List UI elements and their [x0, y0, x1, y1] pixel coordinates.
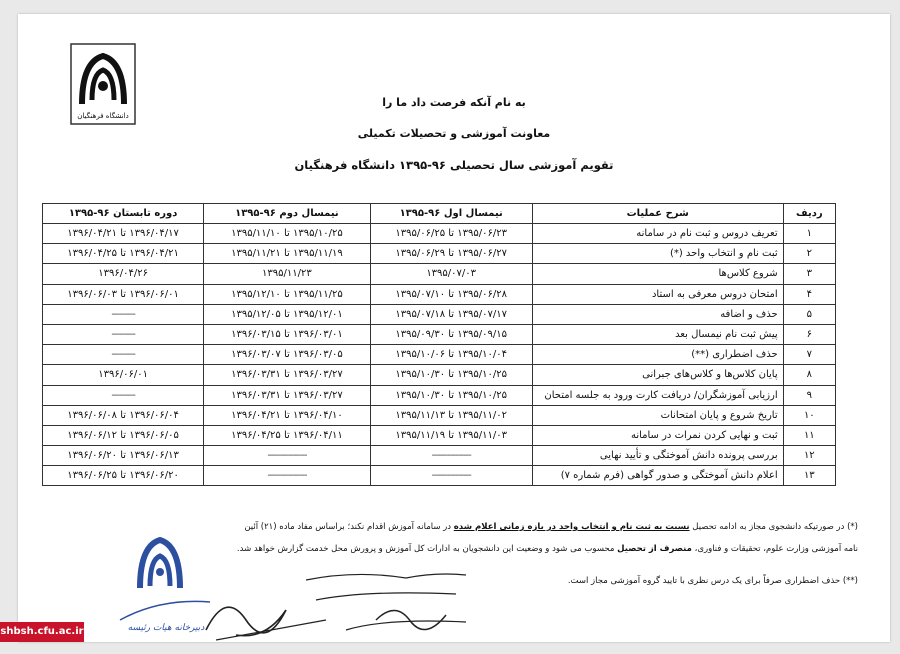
- table-row: [43, 446, 836, 466]
- row-semester1: ۱۳۹۵/۰۷/۰۳: [370, 264, 532, 284]
- row-operation: پیش ثبت نام نیمسال بعد: [532, 324, 783, 344]
- table-row: [43, 466, 836, 486]
- row-semester2: ۱۳۹۶/۰۴/۱۱ تا ۱۳۹۶/۰۴/۲۵: [204, 425, 370, 445]
- note-1: (*) در صورتیکه دانشجوی مجاز به ادامه تحصیل نسبت به ثبت نام و انتخاب واحد در بازه زمانی اعلام شده در سامانه آموزش اقدام نکند؛ براساس مفاد ماده (۲۱) آئین: [244, 522, 858, 532]
- row-index: ۴: [783, 284, 835, 304]
- source-url-badge[interactable]: shbsh.cfu.ac.ir: [0, 622, 84, 642]
- row-semester1: ۱۳۹۵/۰۶/۲۳ تا ۱۳۹۵/۰۶/۲۵: [370, 224, 532, 244]
- svg-text:دانشگاه فرهنگیان: دانشگاه فرهنگیان: [77, 112, 129, 120]
- row-index: ۲: [783, 244, 835, 264]
- basmala-line: به نام آنکه فرصت داد ما را: [382, 96, 526, 109]
- row-summer: ۱۳۹۶/۰۴/۲۱ تا ۱۳۹۶/۰۴/۲۵: [43, 244, 204, 264]
- row-summer: ۱۳۹۶/۰۶/۰۱: [43, 365, 204, 385]
- note-2: (**) حذف اضطراری صرفاً برای یک درس نظری با تایید گروه آموزشی مجاز است.: [567, 576, 858, 586]
- row-semester1: ۱۳۹۵/۱۱/۰۳ تا ۱۳۹۵/۱۱/۱۹: [370, 425, 532, 445]
- table-row: [43, 244, 836, 264]
- svg-text:دبیرخانه هیات رئیسه: دبیرخانه هیات رئیسه: [127, 623, 205, 633]
- row-semester2: ۱۳۹۶/۰۳/۰۵ تا ۱۳۹۶/۰۳/۰۷: [204, 345, 370, 365]
- row-operation: تعریف دروس و ثبت نام در سامانه: [532, 224, 783, 244]
- row-semester2: ۱۳۹۵/۱۱/۲۵ تا ۱۳۹۵/۱۲/۱۰: [204, 284, 370, 304]
- row-summer: ۱۳۹۶/۰۶/۱۳ تا ۱۳۹۶/۰۶/۲۰: [43, 446, 204, 466]
- table-row: [43, 284, 836, 304]
- row-semester2: ۱۳۹۵/۱۰/۲۵ تا ۱۳۹۵/۱۱/۱۰: [204, 224, 370, 244]
- row-index: ۱: [783, 224, 835, 244]
- table-row: [43, 405, 836, 425]
- row-semester1: ۱۳۹۵/۰۷/۱۷ تا ۱۳۹۵/۰۷/۱۸: [370, 304, 532, 324]
- row-semester2: ---------------: [204, 446, 370, 466]
- row-index: ۵: [783, 304, 835, 324]
- table-row: [43, 264, 836, 284]
- table-row: [43, 425, 836, 445]
- row-operation: تاریخ شروع و پایان امتحانات: [532, 405, 783, 425]
- signatures: [196, 560, 486, 650]
- table-row: [43, 324, 836, 344]
- row-operation: ثبت و نهایی کردن نمرات در سامانه: [532, 425, 783, 445]
- row-operation: ارزیابی آموزشگران/ دریافت کارت ورود به جلسه امتحان: [532, 385, 783, 405]
- row-summer: ۱۳۹۶/۰۴/۱۷ تا ۱۳۹۶/۰۴/۲۱: [43, 224, 204, 244]
- header-summer: دوره تابستان ۹۶-۱۳۹۵: [43, 204, 204, 224]
- row-index: ۱۱: [783, 425, 835, 445]
- row-index: ۹: [783, 385, 835, 405]
- row-operation: بررسی پرونده دانش آموختگی و تأیید نهایی: [532, 446, 783, 466]
- university-logo: [68, 42, 138, 126]
- row-index: ۸: [783, 365, 835, 385]
- row-semester2: ۱۳۹۶/۰۳/۲۷ تا ۱۳۹۶/۰۳/۳۱: [204, 385, 370, 405]
- row-semester1: ۱۳۹۵/۱۰/۲۵ تا ۱۳۹۵/۱۰/۳۰: [370, 385, 532, 405]
- document-header: [168, 96, 740, 190]
- row-index: ۱۲: [783, 446, 835, 466]
- row-semester1: ۱۳۹۵/۰۶/۲۸ تا ۱۳۹۵/۰۷/۱۰: [370, 284, 532, 304]
- row-operation: حذف و اضافه: [532, 304, 783, 324]
- table-header-row: [43, 204, 836, 224]
- row-index: ۶: [783, 324, 835, 344]
- row-semester1: ۱۳۹۵/۱۰/۰۴ تا ۱۳۹۵/۱۰/۰۶: [370, 345, 532, 365]
- row-semester1: ---------------: [370, 446, 532, 466]
- academic-calendar-table: [42, 203, 836, 486]
- row-summer: ۱۳۹۶/۰۶/۰۵ تا ۱۳۹۶/۰۶/۱۲: [43, 425, 204, 445]
- row-summer: ۱۳۹۶/۰۶/۰۴ تا ۱۳۹۶/۰۶/۰۸: [43, 405, 204, 425]
- row-semester2: ۱۳۹۵/۱۱/۱۹ تا ۱۳۹۵/۱۱/۲۱: [204, 244, 370, 264]
- table-row: [43, 224, 836, 244]
- row-semester1: ۱۳۹۵/۱۱/۰۲ تا ۱۳۹۵/۱۱/۱۳: [370, 405, 532, 425]
- department-line: معاونت آموزشی و تحصیلات تکمیلی: [357, 127, 551, 140]
- row-semester1: ---------------: [370, 466, 532, 486]
- header-semester2: نیمسال دوم ۹۶-۱۳۹۵: [204, 204, 370, 224]
- row-index: ۳: [783, 264, 835, 284]
- table-row: [43, 304, 836, 324]
- row-operation: ثبت نام و انتخاب واحد (*): [532, 244, 783, 264]
- row-semester2: ۱۳۹۵/۱۱/۲۳: [204, 264, 370, 284]
- row-semester2: ۱۳۹۶/۰۳/۲۷ تا ۱۳۹۶/۰۳/۳۱: [204, 365, 370, 385]
- row-summer: ---------: [43, 304, 204, 324]
- header-semester1: نیمسال اول ۹۶-۱۳۹۵: [370, 204, 532, 224]
- row-summer: ---------: [43, 385, 204, 405]
- row-semester2: ۱۳۹۶/۰۴/۱۰ تا ۱۳۹۶/۰۴/۲۱: [204, 405, 370, 425]
- row-summer: ---------: [43, 324, 204, 344]
- row-semester1: ۱۳۹۵/۰۶/۲۷ تا ۱۳۹۵/۰۶/۲۹: [370, 244, 532, 264]
- table-row: [43, 385, 836, 405]
- row-operation: شروع کلاس‌ها: [532, 264, 783, 284]
- row-semester2: ---------------: [204, 466, 370, 486]
- row-index: ۷: [783, 345, 835, 365]
- row-operation: امتحان دروس معرفی به استاد: [532, 284, 783, 304]
- row-operation: پایان کلاس‌ها و کلاس‌های جبرانی: [532, 365, 783, 385]
- calendar-title: تقویم آموزشی سال تحصیلی ۹۶-۱۳۹۵ دانشگاه فرهنگیان: [294, 158, 614, 172]
- header-operation: شرح عملیات: [532, 204, 783, 224]
- row-index: ۱۰: [783, 405, 835, 425]
- row-index: ۱۳: [783, 466, 835, 486]
- row-semester1: ۱۳۹۵/۰۹/۱۵ تا ۱۳۹۵/۰۹/۳۰: [370, 324, 532, 344]
- row-summer: ۱۳۹۶/۰۴/۲۶: [43, 264, 204, 284]
- table-row: [43, 345, 836, 365]
- row-operation: حذف اضطراری (**): [532, 345, 783, 365]
- row-operation: اعلام دانش آموختگی و صدور گواهی (فرم شماره ۷): [532, 466, 783, 486]
- row-summer: ---------: [43, 345, 204, 365]
- note-1-cont: نامه آموزشی وزارت علوم، تحقیقات و فناوری، منصرف از تحصیل محسوب می شود و وضعیت این دانشجویان به ادارات کل آموزش و پرورش محل خدمت گزارش خواهد شد.: [236, 544, 858, 554]
- row-semester1: ۱۳۹۵/۱۰/۲۵ تا ۱۳۹۵/۱۰/۳۰: [370, 365, 532, 385]
- row-semester2: ۱۳۹۵/۱۲/۰۱ تا ۱۳۹۵/۱۲/۰۵: [204, 304, 370, 324]
- header-idx: ردیف: [783, 204, 835, 224]
- row-summer: ۱۳۹۶/۰۶/۲۰ تا ۱۳۹۶/۰۶/۲۵: [43, 466, 204, 486]
- row-semester2: ۱۳۹۶/۰۳/۰۱ تا ۱۳۹۶/۰۳/۱۵: [204, 324, 370, 344]
- row-summer: ۱۳۹۶/۰۶/۰۱ تا ۱۳۹۶/۰۶/۰۳: [43, 284, 204, 304]
- table-row: [43, 365, 836, 385]
